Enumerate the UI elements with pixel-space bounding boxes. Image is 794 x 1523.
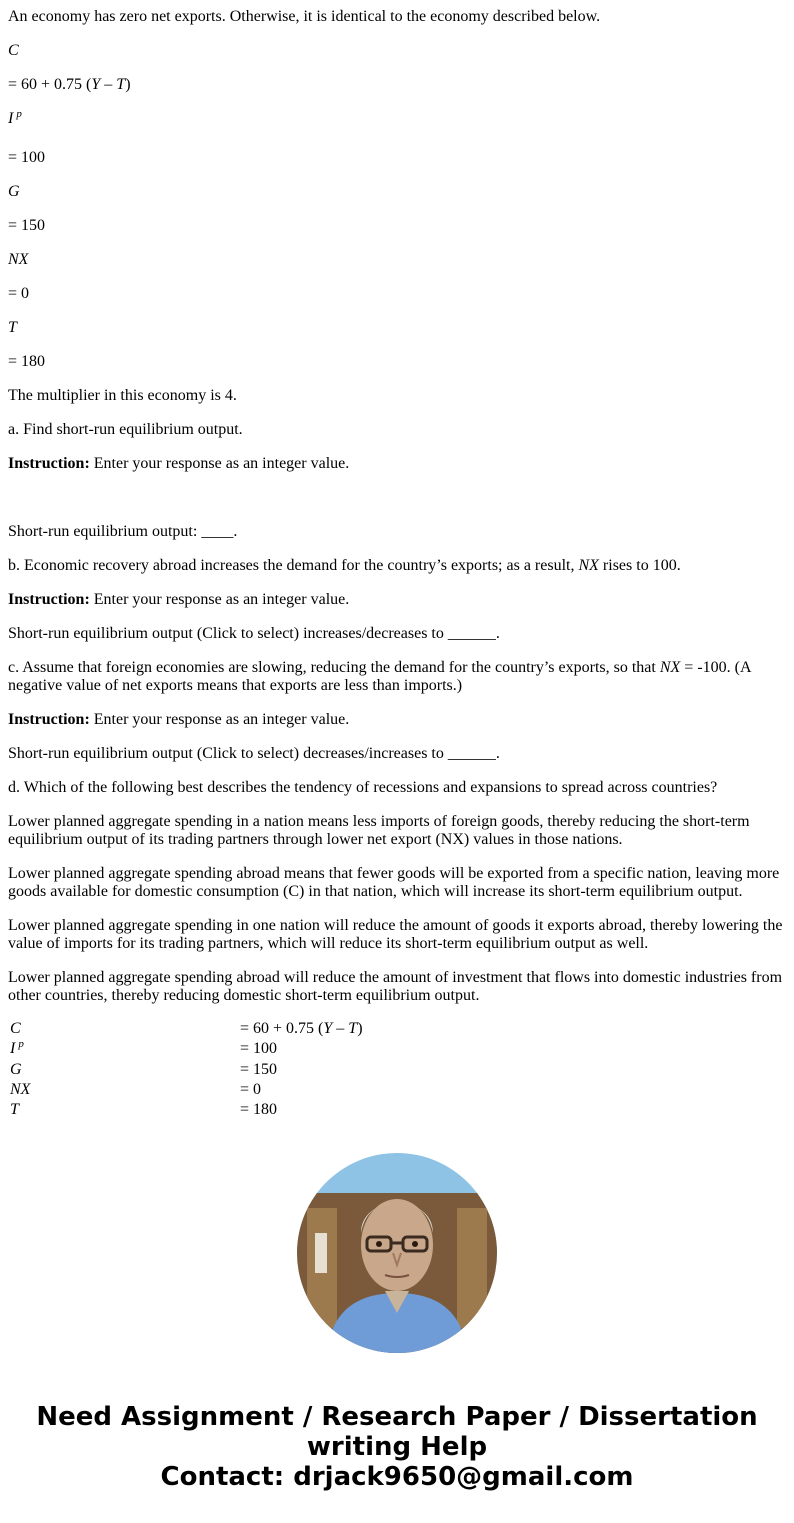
part-b-answer[interactable]: Short-run equilibrium output (Click to select) increases/decreases to ______. [8, 625, 500, 642]
part-c-instruction: Instruction: Enter your response as an integer value. [8, 711, 350, 728]
table-cell-rhs: = 60 + 0.75 (Y – T) [240, 1020, 363, 1037]
table-row [8, 1019, 786, 1039]
part-c-answer[interactable]: Short-run equilibrium output (Click to select) decreases/increases to ______. [8, 745, 500, 762]
eq-ip-label: I $^p$ [8, 108, 22, 127]
part-d-option-3[interactable]: Lower planned aggregate spending in one nation will reduce the amount of goods it exports abroad, thereby lowering the value of imports for its trading partners, which will reduce its short-term equilibrium output as well. [8, 917, 783, 952]
part-c-prompt: c. Assume that foreign economies are slowing, reducing the demand for the country’s exports, so that NX = -100. (A negative value of net exports means that exports are less than imports.) [8, 659, 751, 694]
intro-text: An economy has zero net exports. Otherwise, it is identical to the economy described below. [8, 8, 601, 25]
eq-nx-value: = 0 [8, 285, 30, 302]
table-cell-lhs: C [10, 1020, 21, 1037]
banner-line-3: Contact: drjack9650@gmail.com [160, 1462, 634, 1492]
table-row [8, 1039, 786, 1060]
avatar-portrait-icon [297, 1153, 497, 1353]
part-d-option-2[interactable]: Lower planned aggregate spending abroad means that fewer goods will be exported from a specific nation, leaving more goods available for domestic consumption (C) in that nation, which will increase its short-term equilibrium output. [8, 865, 780, 900]
eq-g-value: = 150 [8, 217, 46, 234]
part-d-option-4[interactable]: Lower planned aggregate spending abroad will reduce the amount of investment that flows into domestic industries from other countries, thereby reducing domestic short-term equilibrium output. [8, 969, 783, 1004]
table-cell-lhs: T [10, 1101, 19, 1118]
part-a-answer[interactable]: Short-run equilibrium output: ____. [8, 523, 238, 540]
eq-g-label: G [8, 183, 20, 200]
eq-ip-value: = 100 [8, 149, 46, 166]
banner-line-1: Need Assignment / Research Paper / Dissertation [36, 1402, 758, 1432]
part-a-prompt: a. Find short-run equilibrium output. [8, 421, 243, 438]
part-d-option-1[interactable]: Lower planned aggregate spending in a nation means less imports of foreign goods, thereby reducing the short-term equilibrium output of its trading partners through lower net export (NX) values in those nations. [8, 813, 750, 848]
table-row [8, 1060, 786, 1080]
eq-nx-label: NX [8, 251, 29, 268]
part-a-instruction: Instruction: Enter your response as an integer value. [8, 455, 350, 472]
table-cell-rhs: = 180 [240, 1101, 278, 1118]
table-cell-rhs: = 0 [240, 1081, 262, 1098]
eq-t-value: = 180 [8, 353, 46, 370]
table-cell-lhs: NX [10, 1081, 31, 1098]
question-body [8, 8, 786, 1021]
part-b-prompt: b. Economic recovery abroad increases the demand for the country’s exports; as a result, NX rises to 100. [8, 557, 681, 574]
multiplier-text: The multiplier in this economy is 4. [8, 387, 237, 404]
table-cell-rhs: = 100 [240, 1040, 278, 1057]
table-cell-lhs: G [10, 1061, 22, 1078]
banner-line-2: writing Help [306, 1432, 488, 1462]
table-row [8, 1100, 786, 1120]
table-cell-rhs: = 150 [240, 1061, 278, 1078]
eq-c-value: = 60 + 0.75 (Y – T) [8, 76, 131, 93]
part-b-instruction: Instruction: Enter your response as an integer value. [8, 591, 350, 608]
table-cell-lhs: I $^p$ [10, 1038, 24, 1057]
avatar [297, 1153, 497, 1353]
part-a-spacer [8, 489, 786, 507]
table-row [8, 1080, 786, 1100]
eq-c-label: C [8, 42, 19, 59]
part-d-prompt: d. Which of the following best describes the tendency of recessions and expansions to spread across countries? [8, 779, 718, 796]
contact-banner [0, 1402, 794, 1492]
eq-t-label: T [8, 319, 17, 336]
equations-table [8, 1019, 786, 1120]
